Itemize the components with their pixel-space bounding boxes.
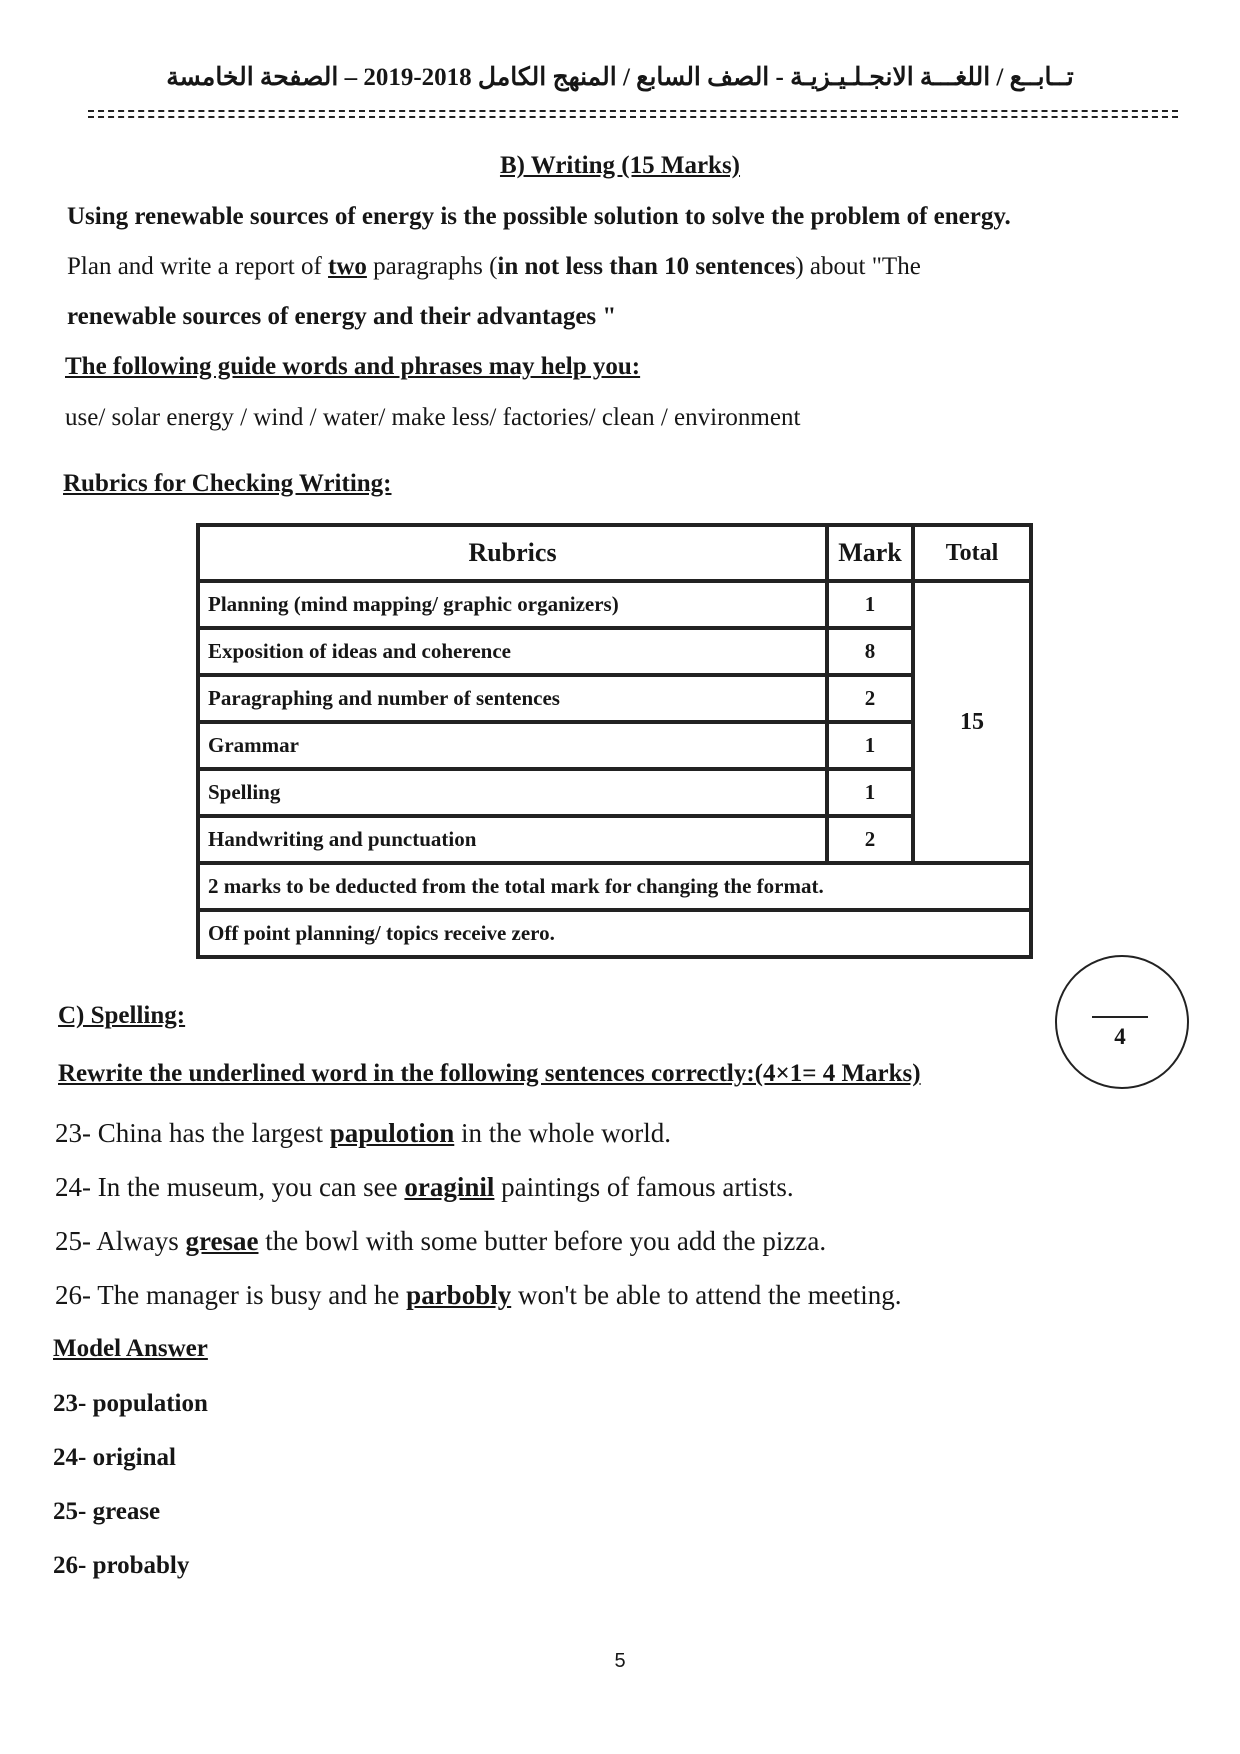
rubric-note: 2 marks to be deducted from the total mark for changing the format. (198, 863, 1031, 910)
writing-task-line1 (67, 253, 921, 281)
model-answer: 24- original (53, 1444, 176, 1471)
task-text-d: ) about "The (795, 253, 921, 280)
spelling-question (55, 1172, 794, 1203)
rubrics-table (196, 523, 1033, 959)
rubric-mark: 2 (827, 675, 913, 722)
table-row (198, 722, 1031, 769)
task-text-two: two (328, 253, 367, 280)
model-answer: 26- probably (53, 1552, 190, 1579)
question-text: 26- The manager is busy and he (55, 1280, 407, 1310)
guide-heading: The following guide words and phrases may help you: (65, 353, 641, 380)
rubric-note: Off point planning/ topics receive zero. (198, 910, 1031, 957)
misspelled-word: papulotion (329, 1118, 455, 1148)
model-answer: 25- grease (53, 1498, 161, 1525)
question-text: the bowl with some butter before you add the pizza. (258, 1226, 827, 1256)
spelling-section-title: C) Spelling: (58, 1002, 186, 1029)
rubric-mark: 1 (827, 722, 913, 769)
rubric-label: Planning (mind mapping/ graphic organizers) (198, 581, 827, 628)
question-text: 23- China has the largest (55, 1118, 330, 1148)
misspelled-word: gresae (185, 1226, 259, 1256)
table-row (198, 769, 1031, 816)
task-text-b: paragraphs ( (366, 253, 498, 280)
rubric-label: Handwriting and punctuation (198, 816, 827, 863)
task-text-a: Plan and write a report of (67, 253, 329, 280)
misspelled-word: parbobly (406, 1280, 512, 1310)
rubric-mark: 8 (827, 628, 913, 675)
rubric-mark: 1 (827, 769, 913, 816)
total-value: 15 (913, 581, 1031, 863)
table-row (198, 816, 1031, 863)
page-header: تــابــع / اللغـــة الانجـلـيـزيـة - الصف السابع / المنهج الكامل 2018-2019 – الصفحة الخامسة (166, 64, 1074, 91)
task-text-c: in not less than 10 sentences (497, 253, 796, 280)
rubrics-header-row (198, 525, 1031, 581)
rubric-mark: 2 (827, 816, 913, 863)
spelling-instruction: Rewrite the underlined word in the following sentences correctly:(4×1= 4 Marks) (58, 1060, 921, 1087)
score-fraction-line (1092, 1016, 1148, 1018)
table-row (198, 675, 1031, 722)
spelling-question (55, 1118, 671, 1149)
question-text: 24- In the museum, you can see (55, 1172, 405, 1202)
misspelled-word: oraginil (404, 1172, 495, 1202)
rubric-label: Grammar (198, 722, 827, 769)
model-answer: 23- population (53, 1390, 208, 1417)
score-circle (1055, 955, 1189, 1089)
question-text: 25- Always (55, 1226, 186, 1256)
question-text: won't be able to attend the meeting. (511, 1280, 902, 1310)
rubric-label: Paragraphing and number of sentences (198, 675, 827, 722)
rubric-mark: 1 (827, 581, 913, 628)
model-answer-heading: Model Answer (53, 1335, 208, 1362)
guide-words: use/ solar energy / wind / water/ make less/ factories/ clean / environment (65, 404, 801, 431)
rubric-label: Exposition of ideas and coherence (198, 628, 827, 675)
rubric-label: Spelling (198, 769, 827, 816)
question-text: in the whole world. (454, 1118, 671, 1148)
table-row (198, 863, 1031, 910)
col-mark: Mark (827, 525, 913, 581)
question-text: paintings of famous artists. (494, 1172, 794, 1202)
table-row (198, 910, 1031, 957)
table-row (198, 581, 1031, 628)
rubrics-heading: Rubrics for Checking Writing: (63, 470, 392, 497)
spelling-question (55, 1280, 901, 1311)
score-value: 4 (1114, 1024, 1126, 1049)
col-total: Total (913, 525, 1031, 581)
writing-intro: Using renewable sources of energy is the possible solution to solve the problem of energy. (67, 203, 1011, 230)
writing-task-line2: renewable sources of energy and their advantages " (67, 303, 617, 330)
spelling-question (55, 1226, 826, 1257)
table-row (198, 628, 1031, 675)
header-divider (88, 110, 1178, 118)
col-rubrics: Rubrics (198, 525, 827, 581)
writing-section-title: B) Writing (15 Marks) (499, 152, 741, 179)
page-number: 5 (614, 1650, 626, 1672)
